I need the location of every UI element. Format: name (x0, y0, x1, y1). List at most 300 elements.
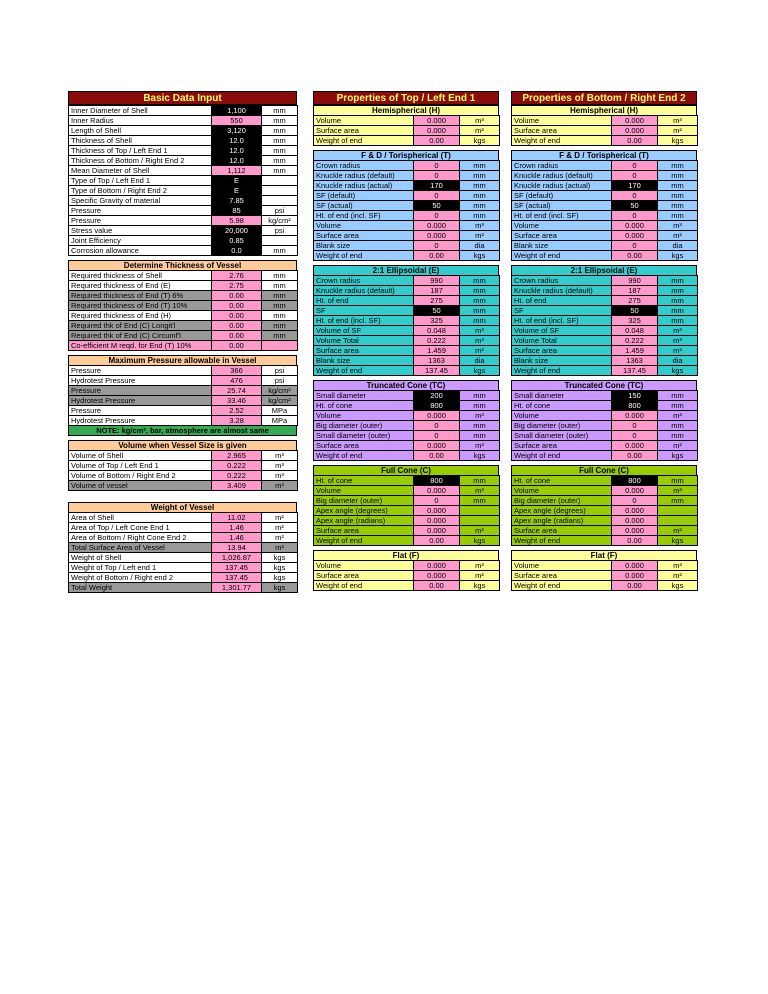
table-row (512, 316, 698, 326)
row-unit: mm (460, 401, 500, 411)
table-row (512, 401, 698, 411)
row-unit (262, 196, 298, 206)
row-value: 325 (612, 316, 658, 326)
table-row (69, 321, 298, 331)
row-label: Knuckle radius (actual) (314, 181, 414, 191)
table-row (314, 241, 500, 251)
weight-title: Weight of Vessel (68, 502, 297, 512)
row-label: Volume of Shell (69, 451, 212, 461)
row-value[interactable]: 800 (414, 476, 460, 486)
maxpressure-table (68, 365, 298, 426)
row-value: 187 (612, 286, 658, 296)
row-value: 0.000 (612, 126, 658, 136)
row-value: 0.00 (414, 251, 460, 261)
table-row (314, 401, 500, 411)
row-label: Ht. of end (incl. SF) (314, 211, 414, 221)
volume-title: Volume when Vessel Size is given (68, 440, 297, 450)
row-value: 0.222 (414, 336, 460, 346)
table-row (69, 226, 298, 236)
row-value[interactable]: 0.85 (212, 236, 262, 246)
row-unit: mm (262, 301, 298, 311)
row-label: Small diameter (314, 391, 414, 401)
row-label: Total Weight (69, 583, 212, 593)
row-label: Surface area (512, 346, 612, 356)
row-label: Crown radius (512, 161, 612, 171)
row-value: 3.409 (212, 481, 262, 491)
row-unit: m³ (460, 221, 500, 231)
row-label: Weight of end (512, 581, 612, 591)
row-value: 0.00 (212, 331, 262, 341)
row-value[interactable]: 800 (612, 476, 658, 486)
table-row (512, 126, 698, 136)
thickness-table (68, 270, 298, 351)
table-row (69, 513, 298, 523)
row-label: Surface area (512, 441, 612, 451)
section-table (313, 160, 500, 261)
basic-data-column (68, 91, 297, 593)
row-value: 0 (612, 161, 658, 171)
row-value: 0 (612, 211, 658, 221)
table-row (512, 476, 698, 486)
table-row (512, 276, 698, 286)
row-label: Required thk of End (C) Circumf'l (69, 331, 212, 341)
row-unit: kg/cm² (262, 386, 298, 396)
table-row (69, 366, 298, 376)
row-unit: mm (460, 181, 500, 191)
row-value: 1,301.77 (212, 583, 262, 593)
table-row (69, 553, 298, 563)
row-value: 0.00 (612, 136, 658, 146)
row-value: 0 (612, 171, 658, 181)
row-value: 990 (414, 276, 460, 286)
table-row (69, 136, 298, 146)
row-value: 0 (414, 496, 460, 506)
table-row (512, 486, 698, 496)
table-row (69, 523, 298, 533)
row-unit: mm (658, 211, 698, 221)
row-unit: m³ (460, 411, 500, 421)
row-label: Ht. of end (512, 296, 612, 306)
row-label: Blank size (512, 241, 612, 251)
row-unit: MPa (262, 416, 298, 426)
table-row (314, 191, 500, 201)
row-value: 0.222 (212, 461, 262, 471)
row-unit: mm (262, 321, 298, 331)
row-value: 1,112 (212, 166, 262, 176)
row-unit: kgs (658, 136, 698, 146)
section-title: Full Cone (C) (511, 465, 697, 475)
row-unit: m² (658, 346, 698, 356)
row-value: 1363 (612, 356, 658, 366)
row-value: 0.000 (612, 526, 658, 536)
row-value: 0.000 (414, 116, 460, 126)
table-row (69, 301, 298, 311)
end2-title: Properties of Bottom / Right End 2 (511, 91, 697, 105)
row-label: Surface area (314, 126, 414, 136)
row-value[interactable]: 800 (612, 401, 658, 411)
table-row (69, 573, 298, 583)
row-value: 0.00 (414, 451, 460, 461)
row-unit: kgs (658, 536, 698, 546)
row-value[interactable]: 170 (612, 181, 658, 191)
row-value: 0.000 (414, 526, 460, 536)
row-unit: mm (262, 126, 298, 136)
row-value: 0.222 (212, 471, 262, 481)
row-label: Type of Top / Left End 1 (69, 176, 212, 186)
table-row (69, 481, 298, 491)
row-unit: mm (262, 281, 298, 291)
table-row (314, 346, 500, 356)
row-label: Knuckle radius (default) (512, 286, 612, 296)
table-row (314, 571, 500, 581)
row-unit: mm (658, 181, 698, 191)
row-value[interactable]: E (212, 186, 262, 196)
row-value: 0.000 (414, 571, 460, 581)
table-row (314, 476, 500, 486)
row-unit: kg/cm² (262, 216, 298, 226)
row-unit: m³ (658, 561, 698, 571)
row-value[interactable]: 50 (414, 306, 460, 316)
row-value: 33.46 (212, 396, 262, 406)
row-label: Weight of end (512, 366, 612, 376)
section-table (313, 560, 500, 591)
table-row (69, 386, 298, 396)
row-value: 2.76 (212, 271, 262, 281)
table-row (512, 336, 698, 346)
row-label: Ht. of end (incl. SF) (314, 316, 414, 326)
table-row (512, 201, 698, 211)
row-unit: mm (460, 431, 500, 441)
section-table (313, 275, 500, 376)
row-unit: m³ (460, 336, 500, 346)
table-row (314, 221, 500, 231)
table-row (69, 311, 298, 321)
row-label: Thickness of Top / Left End 1 (69, 146, 212, 156)
section-table (313, 115, 500, 146)
row-value[interactable]: 200 (414, 391, 460, 401)
row-unit (262, 186, 298, 196)
row-unit: mm (460, 306, 500, 316)
row-value[interactable]: E (212, 176, 262, 186)
table-row (314, 306, 500, 316)
row-unit: mm (262, 331, 298, 341)
row-value: 275 (612, 296, 658, 306)
row-label: Pressure (69, 206, 212, 216)
row-label: Crown radius (314, 161, 414, 171)
table-row (69, 563, 298, 573)
table-row (69, 451, 298, 461)
row-unit: mm (658, 171, 698, 181)
table-row (512, 516, 698, 526)
row-label: Apex angle (radians) (314, 516, 414, 526)
table-row (512, 161, 698, 171)
row-label: Hydrotest Pressure (69, 376, 212, 386)
row-unit: mm (460, 191, 500, 201)
table-row (69, 206, 298, 216)
table-row (69, 186, 298, 196)
row-label: Corrosion allowance (69, 246, 212, 256)
row-unit: kgs (262, 563, 298, 573)
row-label: Required thickness of End (T) 6% (69, 291, 212, 301)
row-unit: mm (658, 201, 698, 211)
row-label: Volume (314, 116, 414, 126)
row-label: Area of Shell (69, 513, 212, 523)
row-label: Volume (512, 411, 612, 421)
row-value[interactable]: 50 (612, 306, 658, 316)
row-label: Ht. of cone (314, 476, 414, 486)
section-title: Flat (F) (313, 550, 499, 560)
row-unit (658, 516, 698, 526)
row-value: 275 (414, 296, 460, 306)
row-value: 476 (212, 376, 262, 386)
row-unit: kgs (460, 581, 500, 591)
row-value: 0.00 (414, 536, 460, 546)
row-label: SF (actual) (314, 201, 414, 211)
row-value[interactable]: 50 (414, 201, 460, 211)
row-unit: m² (460, 126, 500, 136)
thickness-title: Determine Thickness of Vessel (68, 260, 297, 270)
row-unit: kgs (658, 581, 698, 591)
row-value: 0.000 (414, 126, 460, 136)
row-value: 0.000 (414, 441, 460, 451)
row-label: Weight of end (512, 536, 612, 546)
row-unit: mm (262, 291, 298, 301)
row-label: Ht. of cone (512, 401, 612, 411)
row-unit (262, 236, 298, 246)
row-label: Volume of Top / Left End 1 (69, 461, 212, 471)
row-label: Ht. of end (314, 296, 414, 306)
row-value[interactable]: 1,100 (212, 106, 262, 116)
row-label: SF (default) (314, 191, 414, 201)
section-table (511, 275, 698, 376)
row-value: 137.45 (212, 573, 262, 583)
row-value: 0 (414, 161, 460, 171)
row-unit: mm (658, 401, 698, 411)
row-label: Volume (512, 561, 612, 571)
row-label: Apex angle (radians) (512, 516, 612, 526)
table-row (314, 421, 500, 431)
row-label: Inner Radius (69, 116, 212, 126)
table-row (314, 171, 500, 181)
top-left-end-column (313, 91, 499, 591)
row-unit: m³ (262, 461, 298, 471)
row-label: Volume Total (512, 336, 612, 346)
table-row (314, 526, 500, 536)
row-unit: m² (658, 526, 698, 536)
row-unit: kgs (460, 366, 500, 376)
row-value[interactable]: 85 (212, 206, 262, 216)
row-value: 0.000 (612, 571, 658, 581)
row-unit: m³ (262, 451, 298, 461)
row-unit: mm (262, 156, 298, 166)
row-label: Weight of end (512, 136, 612, 146)
table-row (314, 201, 500, 211)
row-value[interactable]: 20,000 (212, 226, 262, 236)
table-row (314, 161, 500, 171)
row-value: 990 (612, 276, 658, 286)
row-value: 0.222 (612, 336, 658, 346)
table-row (69, 146, 298, 156)
row-unit: mm (460, 286, 500, 296)
row-value: 5.98 (212, 216, 262, 226)
section-title: F & D / Torispherical (T) (313, 150, 499, 160)
row-label: Inner Diameter of Shell (69, 106, 212, 116)
row-value: 25.74 (212, 386, 262, 396)
row-unit: m³ (658, 336, 698, 346)
table-row (512, 366, 698, 376)
row-value: 550 (212, 116, 262, 126)
table-row (69, 281, 298, 291)
row-label: Volume (314, 561, 414, 571)
table-row (314, 326, 500, 336)
row-unit: dia (658, 241, 698, 251)
row-value[interactable]: 170 (414, 181, 460, 191)
row-value: 0.000 (414, 506, 460, 516)
row-value: 0 (414, 171, 460, 181)
row-value: 0.000 (612, 231, 658, 241)
row-unit: mm (460, 421, 500, 431)
row-unit: kgs (658, 366, 698, 376)
row-value: 0.00 (612, 251, 658, 261)
row-value: 0.000 (414, 411, 460, 421)
row-value: 0 (414, 211, 460, 221)
row-label: Volume (314, 486, 414, 496)
section-table (511, 115, 698, 146)
row-value: 0.00 (414, 136, 460, 146)
row-label: Weight of Shell (69, 553, 212, 563)
table-row (512, 411, 698, 421)
table-row (314, 536, 500, 546)
row-value: 11.02 (212, 513, 262, 523)
row-value[interactable]: 12.0 (212, 146, 262, 156)
row-label: Big diameter (outer) (512, 496, 612, 506)
row-unit: dia (460, 356, 500, 366)
table-row (69, 106, 298, 116)
table-row (512, 356, 698, 366)
row-unit: mm (262, 166, 298, 176)
row-unit: mm (460, 391, 500, 401)
row-unit: m² (658, 126, 698, 136)
row-unit: mm (658, 286, 698, 296)
row-unit: m² (658, 571, 698, 581)
row-label: Pressure (69, 366, 212, 376)
row-value: 1.459 (414, 346, 460, 356)
row-unit: kgs (262, 573, 298, 583)
row-value: 2.52 (212, 406, 262, 416)
row-unit: mm (658, 191, 698, 201)
row-value: 0 (414, 431, 460, 441)
table-row (512, 421, 698, 431)
row-label: Small diameter (outer) (314, 431, 414, 441)
row-value: 0.000 (612, 486, 658, 496)
row-value: 1.459 (612, 346, 658, 356)
row-label: Knuckle radius (default) (512, 171, 612, 181)
row-label: Ht. of end (incl. SF) (512, 211, 612, 221)
row-label: Type of Bottom / Right End 2 (69, 186, 212, 196)
table-row (512, 241, 698, 251)
row-label: Volume (512, 486, 612, 496)
row-unit: kgs (460, 451, 500, 461)
table-row (314, 356, 500, 366)
row-value[interactable]: 3,120 (212, 126, 262, 136)
row-value: 0.00 (212, 311, 262, 321)
row-value: 3.28 (212, 416, 262, 426)
row-value[interactable]: 0.0 (212, 246, 262, 256)
table-row (69, 376, 298, 386)
table-row (512, 496, 698, 506)
basic-data-table (68, 105, 298, 256)
row-value: 0.00 (212, 341, 262, 351)
row-label: Weight of end (512, 451, 612, 461)
row-label: Surface area (314, 571, 414, 581)
table-row (314, 516, 500, 526)
row-value: 0.000 (612, 221, 658, 231)
row-unit: kgs (460, 536, 500, 546)
row-label: Volume of vessel (69, 481, 212, 491)
row-value[interactable]: 12.0 (212, 136, 262, 146)
row-unit: m² (460, 346, 500, 356)
row-value: 1,026.87 (212, 553, 262, 563)
table-row (69, 341, 298, 351)
row-value: 2.965 (212, 451, 262, 461)
row-unit: kgs (262, 583, 298, 593)
row-value[interactable]: 7.85 (212, 196, 262, 206)
row-unit: mm (460, 316, 500, 326)
row-label: Surface area (512, 231, 612, 241)
row-value[interactable]: 50 (612, 201, 658, 211)
row-unit: mm (658, 316, 698, 326)
table-row (512, 116, 698, 126)
row-unit: m² (262, 523, 298, 533)
row-label: Volume (314, 411, 414, 421)
row-value: 0.00 (612, 581, 658, 591)
row-value[interactable]: 12.0 (212, 156, 262, 166)
row-unit: m² (460, 526, 500, 536)
row-value[interactable]: 150 (612, 391, 658, 401)
row-unit: mm (658, 421, 698, 431)
row-unit: mm (460, 496, 500, 506)
table-row (69, 236, 298, 246)
row-unit: dia (658, 356, 698, 366)
row-value: 0.048 (612, 326, 658, 336)
row-label: Volume of SF (512, 326, 612, 336)
table-row (314, 136, 500, 146)
section-title: Truncated Cone (TC) (313, 380, 499, 390)
table-row (314, 506, 500, 516)
row-unit: mm (262, 116, 298, 126)
row-unit: mm (658, 391, 698, 401)
row-value: 137.45 (612, 366, 658, 376)
table-row (69, 216, 298, 226)
row-unit: mm (460, 476, 500, 486)
row-value: 0.000 (612, 561, 658, 571)
row-label: Pressure (69, 216, 212, 226)
row-unit: kg/cm² (262, 396, 298, 406)
row-label: Volume (512, 221, 612, 231)
row-unit: m² (262, 543, 298, 553)
section-title: Hemispherical (H) (313, 105, 499, 115)
row-value[interactable]: 800 (414, 401, 460, 411)
table-row (512, 211, 698, 221)
row-label: Required thickness of Shell (69, 271, 212, 281)
row-value: 0 (612, 496, 658, 506)
table-row (314, 276, 500, 286)
section-table (313, 390, 500, 461)
row-label: SF (314, 306, 414, 316)
row-unit: m² (460, 571, 500, 581)
row-unit: mm (658, 296, 698, 306)
table-row (314, 231, 500, 241)
